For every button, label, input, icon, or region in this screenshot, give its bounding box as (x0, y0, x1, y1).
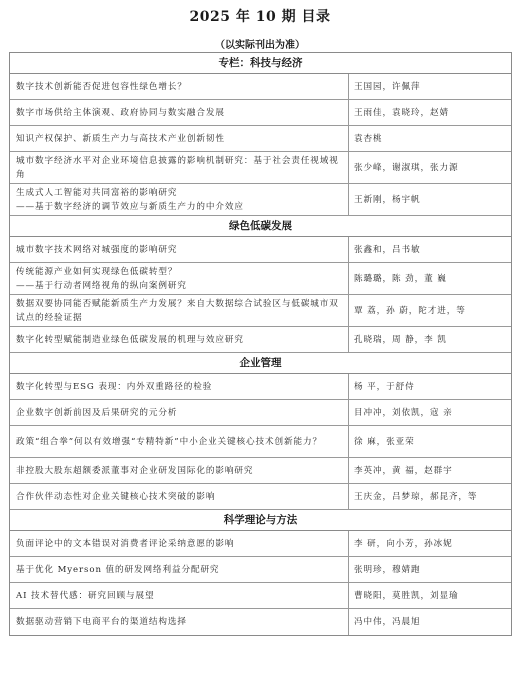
article-authors: 目冲冲，刘依凯，寇 亲 (354, 407, 453, 418)
article-title: 合作伙伴动态性对企业关键核心技术突破的影响 (16, 491, 216, 502)
toc-row[interactable] (10, 152, 511, 184)
article-title-cell (10, 484, 349, 509)
toc-row[interactable] (10, 374, 511, 400)
article-title-cell (10, 263, 349, 294)
toc-row[interactable] (10, 583, 511, 609)
toc-row[interactable] (10, 557, 511, 583)
article-authors: 王雨佳，袁晓玲，赵婧 (354, 107, 449, 118)
article-subtitle: ——基于数字经济的调节效应与新质生产力的中介效应 (16, 201, 244, 212)
article-authors: 杨 平，于舒侍 (354, 381, 415, 392)
article-authors: 王新刚，杨宇帆 (354, 194, 421, 205)
article-title: AI 技术替代感：研究回顾与展望 (16, 590, 155, 601)
article-title: 知识产权保护、新质生产力与高技术产业创新韧性 (16, 133, 225, 144)
article-title: 数字化转型与ESG 表现：内外双重路径的检验 (16, 381, 213, 392)
article-title: 数据双要协同能否赋能新质生产力发展？来自大数据综合试验区与低碳城市双试点的经验证据 (16, 298, 339, 323)
article-subtitle: ——基于行动者网络视角的纵向案例研究 (16, 280, 187, 291)
article-title: 数字化转型赋能制造业绿色低碳发展的机理与效应研究 (16, 334, 244, 345)
article-title-cell (10, 126, 349, 151)
article-title-cell (10, 327, 349, 352)
article-title: 企业数字创新前因及后果研究的元分析 (16, 407, 178, 418)
section-header: 专栏：科技与经济 (10, 53, 511, 74)
article-authors: 王庆金，吕梦琼，郝昆齐，等 (354, 491, 478, 502)
article-title-cell (10, 374, 349, 399)
article-authors: 张鑫和，吕书敏 (354, 244, 421, 255)
article-authors: 曹晓阳，莫胜凯，刘显瑜 (354, 590, 459, 601)
article-title-cell (10, 152, 349, 183)
article-authors: 张少峰，谢淑琪，张力源 (354, 162, 459, 173)
article-title-cell (10, 295, 349, 326)
article-title: 数字技术创新能否促进包容性绿色增长？ (16, 81, 187, 92)
article-authors: 王国园，许佩萍 (354, 81, 421, 92)
article-authors: 陈璐璐，陈 劲，董 巍 (354, 273, 447, 284)
section-header: 绿色低碳发展 (10, 216, 511, 237)
article-title-cell (10, 426, 349, 457)
article-title-cell (10, 74, 349, 99)
toc-row[interactable] (10, 400, 511, 426)
article-authors: 覃 荔，孙 蔚，陀才进，等 (354, 305, 466, 316)
article-title-cell (10, 583, 349, 608)
toc-row[interactable] (10, 263, 511, 295)
toc-row[interactable] (10, 237, 511, 263)
article-title: 城市数字经济水平对企业环境信息披露的影响机制研究：基于社会责任视域视角 (16, 155, 339, 180)
article-authors: 张明珍，穆婧跑 (354, 564, 421, 575)
section-header: 企业管理 (10, 353, 511, 374)
article-title: 非控股大股东超额委派董事对企业研发国际化的影响研究 (16, 465, 254, 476)
article-title: 基于优化 Myerson 值的研发网络利益分配研究 (16, 564, 220, 575)
article-title-cell (10, 184, 349, 215)
article-title-cell (10, 557, 349, 582)
toc-row[interactable] (10, 100, 511, 126)
toc-row[interactable] (10, 126, 511, 152)
article-title: 数据驱动营销下电商平台的渠道结构选择 (16, 617, 187, 627)
article-title: 生成式人工智能对共同富裕的影响研究 (16, 187, 178, 198)
toc-row[interactable] (10, 531, 511, 557)
article-title: 政策“组合拳”何以有效增强“专精特新”中小企业关键核心技术创新能力？ (16, 436, 322, 447)
article-title: 负面评论中的文本错误对消费者评论采纳意愿的影响 (16, 538, 235, 549)
article-authors: 冯中伟，冯晨旭 (354, 617, 421, 627)
toc-table (9, 52, 512, 636)
toc-row[interactable] (10, 458, 511, 484)
article-authors: 孔晓瑞，周 静，李 凯 (354, 334, 447, 345)
article-title-cell (10, 609, 349, 635)
page-title: 2025 年 10 期 目录 (189, 9, 331, 25)
article-title: 数字市场供给主体演观、政府协同与数实融合发展 (16, 107, 225, 118)
toc-row[interactable] (10, 74, 511, 100)
article-authors: 徐 麻，张亚荣 (354, 436, 415, 447)
article-authors: 李英冲，黄 福，赵群宇 (354, 465, 453, 476)
page-subtitle: （以实际刊出为准） (215, 40, 305, 51)
toc-row[interactable] (10, 609, 511, 635)
toc-row[interactable] (10, 184, 511, 216)
article-title-cell (10, 100, 349, 125)
article-title: 传统能源产业如何实现绿色低碳转型？ (16, 266, 178, 277)
article-title: 城市数字技术网络对城强度的影响研究 (16, 244, 178, 255)
article-title-cell (10, 237, 349, 262)
section-header: 科学理论与方法 (10, 510, 511, 531)
toc-row[interactable] (10, 426, 511, 458)
article-title-cell (10, 531, 349, 556)
toc-row[interactable] (10, 327, 511, 353)
article-authors: 袁杏桃 (354, 133, 383, 144)
toc-row[interactable] (10, 295, 511, 327)
article-authors: 李 研，向小芳，孙冰妮 (354, 538, 453, 549)
article-title-cell (10, 458, 349, 483)
toc-row[interactable] (10, 484, 511, 510)
article-title-cell (10, 400, 349, 425)
